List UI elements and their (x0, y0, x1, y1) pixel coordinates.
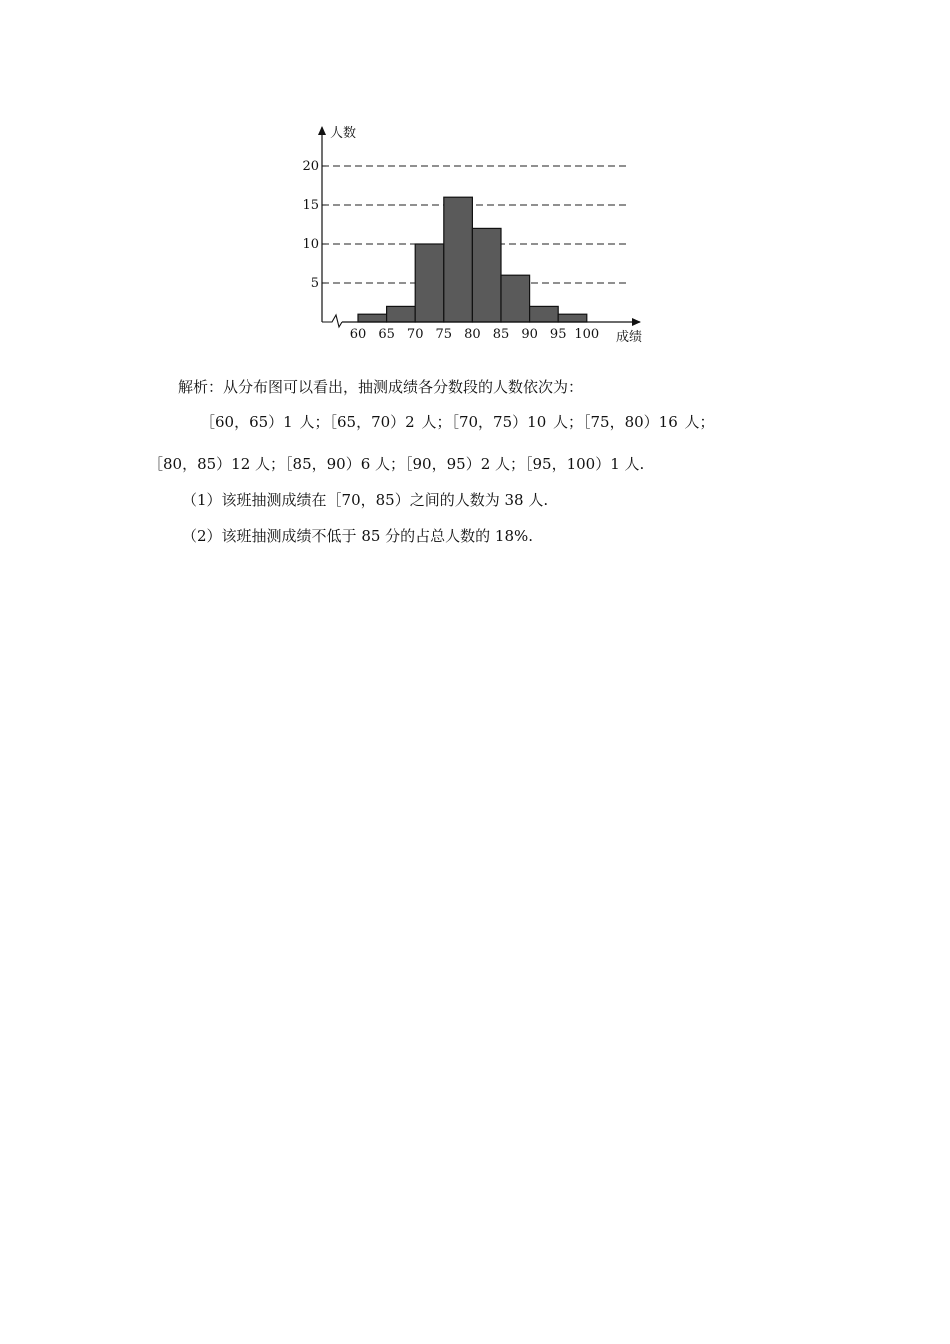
analysis-intervals-line-2: ［80，85）12 人；［85，90）6 人；［90，95）2 人；［95，100）1 人. (148, 455, 645, 473)
bar-60-65 (358, 314, 387, 322)
x-tick-label-75: 75 (435, 327, 453, 342)
bar-65-70 (387, 306, 416, 322)
x-tick-label-60: 60 (349, 327, 367, 342)
bar-70-75 (415, 244, 444, 322)
x-tick-label-85: 85 (492, 327, 510, 342)
bar-85-90 (501, 275, 530, 322)
x-tick-label-90: 90 (521, 327, 538, 342)
x-tick-label-70: 70 (406, 327, 424, 342)
score-histogram (290, 115, 670, 350)
bar-90-95 (530, 306, 559, 322)
y-axis-label: 人数 (330, 126, 357, 141)
analysis-intervals-line-1: ［60，65）1 人；［65，70）2 人；［70，75）10 人；［75，80）16 人； (200, 413, 715, 431)
x-tick-label-80: 80 (464, 327, 481, 342)
analysis-intro: 解析：从分布图可以看出，抽测成绩各分数段的人数依次为： (178, 378, 584, 396)
y-tick-label-10: 10 (302, 237, 319, 252)
y-tick-label-20: 20 (302, 159, 319, 174)
bar-95-100 (558, 314, 587, 322)
x-axis-label: 成绩 (616, 330, 643, 345)
x-tick-labels (350, 327, 599, 342)
x-tick-label-95: 95 (549, 327, 567, 342)
axis-break-zigzag (322, 315, 342, 327)
bar-80-85 (472, 228, 501, 322)
x-tick-label-100: 100 (574, 327, 600, 342)
x-tick-label-65: 65 (378, 327, 395, 342)
bar-75-80 (444, 197, 473, 322)
y-tick-label-5: 5 (310, 276, 319, 291)
y-tick-label-15: 15 (302, 198, 319, 213)
histogram-bars (358, 197, 587, 322)
analysis-answer-1: （1）该班抽测成绩在［70，85）之间的人数为 38 人. (182, 491, 549, 509)
analysis-answer-2: （2）该班抽测成绩不低于 85 分的占总人数的 18%. (182, 527, 534, 545)
